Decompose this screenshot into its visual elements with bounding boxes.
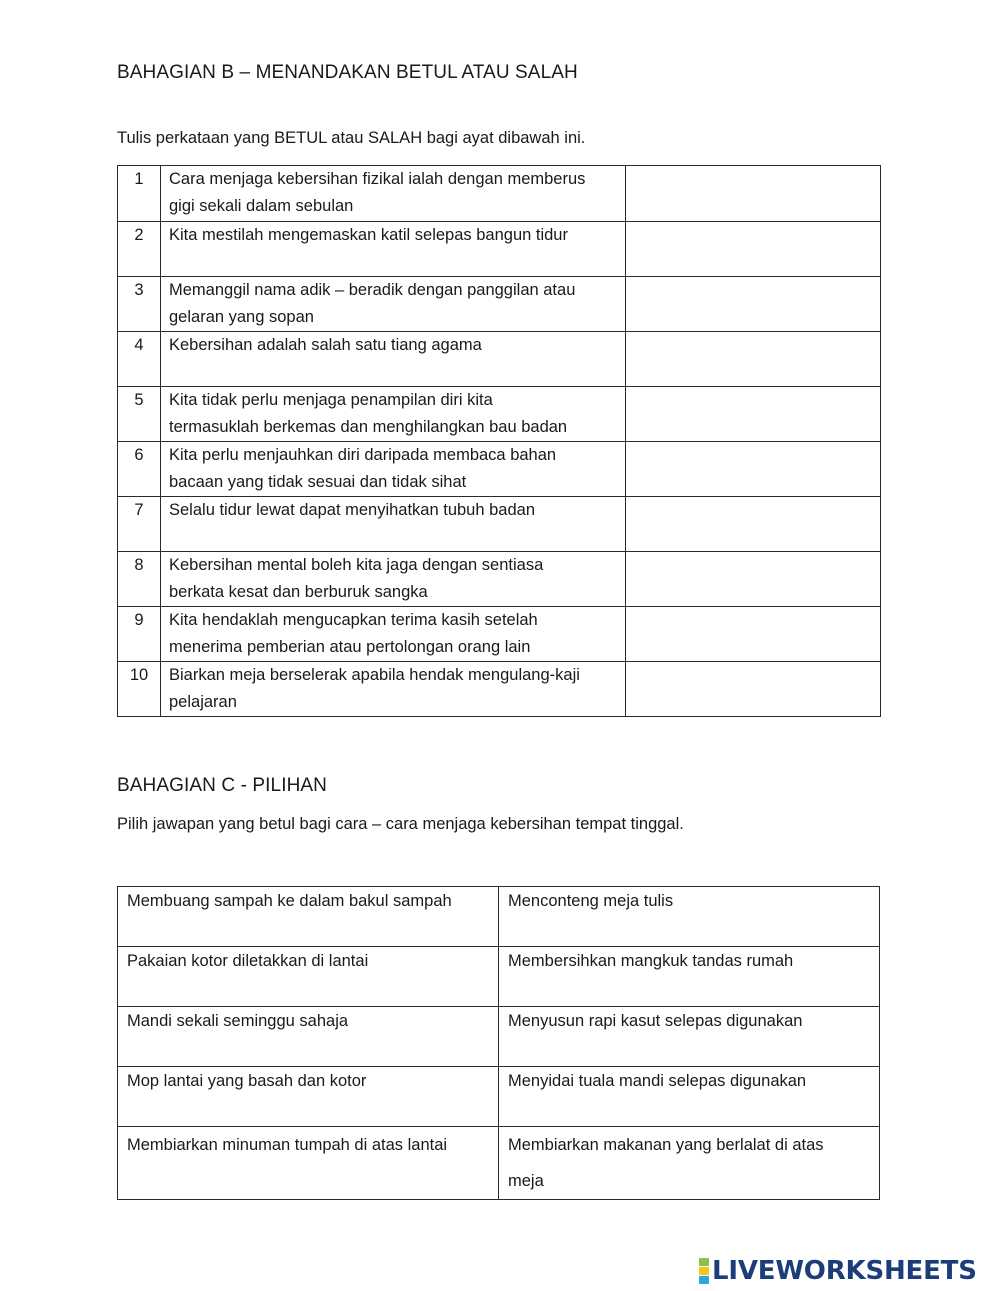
true-false-table — [117, 165, 881, 717]
statement-line-1: Kita mestilah mengemaskan katil selepas bangun tidur — [169, 226, 568, 244]
choice-option[interactable]: Membiarkan minuman tumpah di atas lantai — [118, 1127, 499, 1200]
answer-field[interactable] — [626, 497, 881, 552]
choice-option-text: Membiarkan makanan yang berlalat di atas — [508, 1136, 824, 1154]
answer-field[interactable] — [626, 442, 881, 497]
item-number: 7 — [118, 497, 161, 552]
item-number: 5 — [118, 387, 161, 442]
table-row — [118, 387, 881, 442]
choice-option-text: Membersihkan mangkuk tandas rumah — [508, 952, 794, 970]
logo-block-green — [699, 1258, 709, 1266]
answer-field[interactable] — [626, 662, 881, 717]
statement-line-1: Cara menjaga kebersihan fizikal ialah dengan memberus — [169, 170, 586, 188]
statement-line-1: Kebersihan adalah salah satu tiang agama — [169, 336, 482, 354]
table-row — [118, 947, 880, 1007]
item-number: 2 — [118, 222, 161, 277]
section-c-title: BAHAGIAN C - PILIHAN — [117, 775, 327, 796]
table-row — [118, 1007, 880, 1067]
logo-block-blue — [699, 1276, 709, 1284]
statement — [161, 332, 626, 387]
table-row — [118, 887, 880, 947]
table-row — [118, 607, 881, 662]
logo-text: LIVEWORKSHEETS — [712, 1256, 977, 1286]
table-row — [118, 1127, 880, 1200]
choice-option[interactable]: Mandi sekali seminggu sahaja — [118, 1007, 499, 1067]
choice-option[interactable]: Mop lantai yang basah dan kotor — [118, 1067, 499, 1127]
table-row — [118, 222, 881, 277]
answer-field[interactable] — [626, 387, 881, 442]
statement — [161, 552, 626, 607]
liveworksheets-logo — [699, 1254, 977, 1288]
choice-option[interactable] — [499, 1007, 880, 1067]
item-number: 4 — [118, 332, 161, 387]
item-number: 9 — [118, 607, 161, 662]
statement-line-1: Biarkan meja berselerak apabila hendak mengulang-kaji — [169, 666, 580, 684]
choice-option[interactable] — [499, 947, 880, 1007]
statement-line-1: Kita tidak perlu menjaga penampilan diri kita — [169, 391, 493, 409]
liveworksheets-logo-icon — [699, 1258, 709, 1284]
logo-block-yellow — [699, 1267, 709, 1275]
choice-option-text: Menconteng meja tulis — [508, 892, 674, 910]
answer-field[interactable] — [626, 332, 881, 387]
table-row — [118, 166, 881, 222]
choice-option[interactable] — [499, 1067, 880, 1127]
statement-line-1: Kebersihan mental boleh kita jaga dengan sentiasa — [169, 556, 544, 574]
item-number: 6 — [118, 442, 161, 497]
answer-field[interactable] — [626, 277, 881, 332]
statement-line-1: Kita hendaklah mengucapkan terima kasih setelah — [169, 611, 538, 629]
item-number: 10 — [118, 662, 161, 717]
table-row — [118, 662, 881, 717]
table-row — [118, 1067, 880, 1127]
statement-line-1: Kita perlu menjauhkan diri daripada membaca bahan — [169, 446, 557, 464]
table-row — [118, 497, 881, 552]
item-number: 3 — [118, 277, 161, 332]
choice-table — [117, 886, 880, 1200]
section-b-title: BAHAGIAN B – MENANDAKAN BETUL ATAU SALAH — [117, 62, 578, 83]
table-row — [118, 552, 881, 607]
statement — [161, 277, 626, 332]
item-number: 8 — [118, 552, 161, 607]
table-row — [118, 277, 881, 332]
statement-line-1: Selalu tidur lewat dapat menyihatkan tubuh badan — [169, 501, 536, 519]
statement — [161, 166, 626, 222]
choice-option[interactable] — [499, 1127, 880, 1200]
statement-line-2: pelajaran — [169, 693, 237, 711]
answer-field[interactable] — [626, 552, 881, 607]
statement — [161, 442, 626, 497]
statement — [161, 387, 626, 442]
statement-line-2: menerima pemberian atau pertolongan orang lain — [169, 638, 531, 656]
table-row — [118, 332, 881, 387]
choice-option-text: Menyusun rapi kasut selepas digunakan — [508, 1012, 803, 1030]
statement-line-2: bacaan yang tidak sesuai dan tidak sihat — [169, 473, 467, 491]
statement — [161, 662, 626, 717]
statement — [161, 222, 626, 277]
table-row — [118, 442, 881, 497]
statement — [161, 607, 626, 662]
statement — [161, 497, 626, 552]
choice-option-text: Menyidai tuala mandi selepas digunakan — [508, 1072, 807, 1090]
statement-line-2: gigi sekali dalam sebulan — [169, 197, 354, 215]
choice-option-text-line-2: meja — [508, 1172, 544, 1190]
statement-line-2: termasuklah berkemas dan menghilangkan bau badan — [169, 418, 568, 436]
statement-line-1: Memanggil nama adik – beradik dengan panggilan atau — [169, 281, 576, 299]
choice-option[interactable]: Pakaian kotor diletakkan di lantai — [118, 947, 499, 1007]
answer-field[interactable] — [626, 222, 881, 277]
answer-field[interactable] — [626, 607, 881, 662]
choice-option[interactable]: Membuang sampah ke dalam bakul sampah — [118, 887, 499, 947]
item-number: 1 — [118, 166, 161, 222]
section-c-instruction: Pilih jawapan yang betul bagi cara – cara menjaga kebersihan tempat tinggal. — [117, 815, 684, 833]
statement-line-2: gelaran yang sopan — [169, 308, 314, 326]
answer-field[interactable] — [626, 166, 881, 222]
choice-option[interactable] — [499, 887, 880, 947]
statement-line-2: berkata kesat dan berburuk sangka — [169, 583, 428, 601]
section-b-instruction: Tulis perkataan yang BETUL atau SALAH bagi ayat dibawah ini. — [117, 129, 586, 147]
